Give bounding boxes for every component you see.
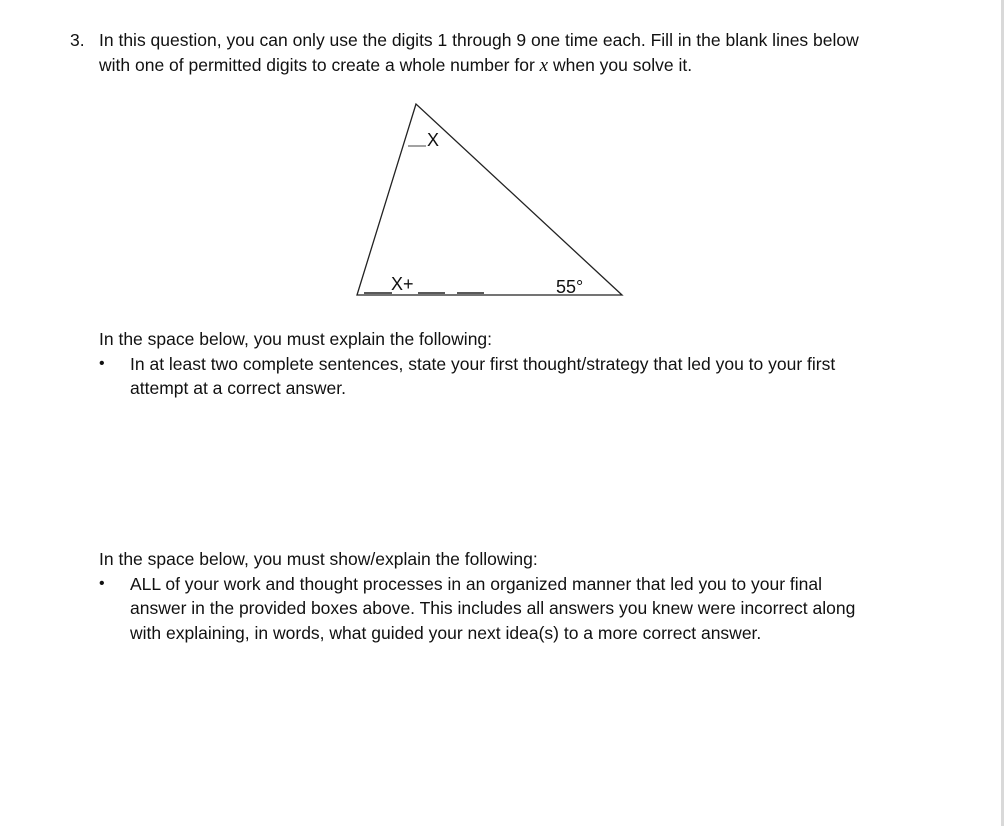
bottom-left-label: X+ bbox=[391, 274, 414, 294]
question-line-2-start: with one of permitted digits to create a whole number for bbox=[99, 55, 535, 75]
section-2-line-1: ALL of your work and thought processes in an organized manner that led you to your final bbox=[130, 573, 822, 594]
explanation-section-2 bbox=[99, 547, 899, 645]
section-1-bullet-item bbox=[99, 352, 899, 401]
variable-x: x bbox=[539, 55, 549, 76]
triangle-figure bbox=[340, 95, 640, 305]
question-line-2-end: when you solve it. bbox=[552, 55, 693, 75]
triangle-outline bbox=[357, 104, 622, 295]
question-line-2 bbox=[99, 53, 929, 78]
explanation-section-1 bbox=[99, 327, 899, 401]
bottom-right-angle-label: 55° bbox=[556, 277, 584, 297]
bullet-icon: • bbox=[99, 574, 105, 592]
section-2-line-3: with explaining, in words, what guided your next idea(s) to a more correct answer. bbox=[130, 622, 762, 643]
section-2-bullet-item bbox=[99, 572, 899, 646]
question-line-1: In this question, you can only use the digits 1 through 9 one time each. Fill in the blank lines below bbox=[99, 30, 859, 50]
section-2-line-2: answer in the provided boxes above. This includes all answers you knew were incorrect along bbox=[130, 598, 856, 618]
section-2-intro: In the space below, you must show/explain the following: bbox=[99, 549, 538, 569]
section-1-bullet-text bbox=[130, 352, 899, 401]
section-1-line-2: attempt at a correct answer. bbox=[130, 378, 346, 398]
section-2-bullet-text bbox=[130, 572, 899, 646]
section-1-intro: In the space below, you must explain the following: bbox=[99, 329, 493, 349]
question-number: 3. bbox=[70, 30, 85, 50]
question-text bbox=[99, 28, 929, 78]
bullet-icon: • bbox=[99, 354, 105, 372]
triangle-diagram bbox=[340, 95, 640, 305]
section-1-line-1: In at least two complete sentences, state your first thought/strategy that led you to your first bbox=[130, 353, 836, 374]
top-angle-label: X bbox=[427, 130, 440, 150]
